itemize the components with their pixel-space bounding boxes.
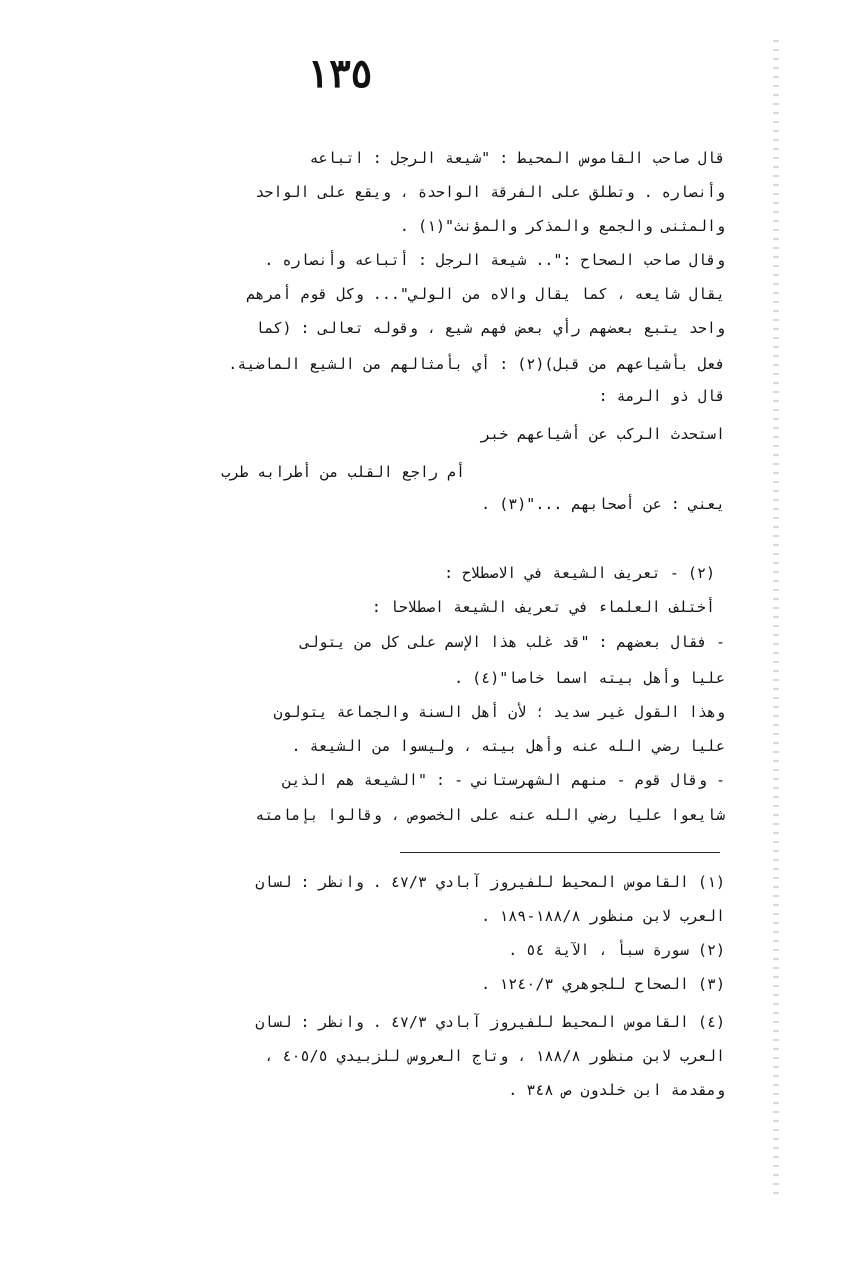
body-line: فعل بأشياعهم من قبل)(٢) : أي بأمثالهم من الشيع الماضية. bbox=[228, 355, 725, 373]
footnote-line: العرب لابن منظور ١٨٨/٨-١٨٩ . bbox=[481, 907, 725, 925]
footnote-separator bbox=[400, 852, 720, 853]
body-line: والمثنى والجمع والمذكر والمؤنث"(١) . bbox=[399, 217, 725, 235]
footnote-line: (٣) الصحاح للجوهري ١٢٤٠/٣ . bbox=[481, 975, 725, 993]
body-line: قال صاحب القاموس المحيط : "شيعة الرجل : اتباعه bbox=[309, 149, 725, 167]
body-line: شايعوا عليا رضي الله عنه على الخصوص ، وقالوا بإمامته bbox=[255, 806, 725, 824]
footnote-line: (١) القاموس المحيط للفيروز آبادي ٤٧/٣ . وانظر : لسان bbox=[255, 873, 725, 891]
verse-line-2: أم راجع القلب من أطرابه طرب bbox=[221, 463, 465, 481]
body-line: - فقال بعضهم : "قد غلب هذا الإسم على كل من يتولى bbox=[300, 633, 725, 651]
footnote-line: (٢) سورة سبأ ، الآية ٥٤ . bbox=[508, 941, 725, 959]
body-line: أختلف العلماء في تعريف الشيعة اصطلاحا : bbox=[371, 598, 715, 616]
body-line: عليا وأهل بيته اسما خاصا"(٤) . bbox=[454, 669, 725, 687]
verse-line-1: استحدث الركب عن أشياعهم خبر bbox=[481, 425, 725, 443]
body-line: وأنصاره . وتطلق على الفرقة الواحدة ، ويقع على الواحد bbox=[255, 183, 725, 201]
body-line: - وقال قوم - منهم الشهرستاني - : "الشيعة هم الذين bbox=[282, 771, 725, 789]
body-line: قال ذو الرمة : bbox=[598, 387, 725, 405]
page-number: ١٣٥ bbox=[307, 50, 373, 97]
body-line: واحد يتبع بعضهم رأي بعض فهم شيع ، وقوله تعالى : (كما bbox=[255, 319, 725, 337]
footnote-line: العرب لابن منظور ١٨٨/٨ ، وتاج العروس للزبيدي ٤٠٥/٥ ، bbox=[264, 1047, 725, 1065]
body-line: وقال صاحب الصحاح :".. شيعة الرجل : أتباعه وأنصاره . bbox=[264, 251, 725, 269]
body-line: عليا رضي الله عنه وأهل بيته ، وليسوا من الشيعة . bbox=[291, 737, 725, 755]
body-line: وهذا القول غير سديد ؛ لأن أهل السنة والجماعة يتولون bbox=[273, 703, 725, 721]
scan-margin-artifact bbox=[773, 40, 779, 1200]
footnote-line: (٤) القاموس المحيط للفيروز آبادي ٤٧/٣ . وانظر : لسان bbox=[255, 1013, 725, 1031]
body-line: يقال شايعه ، كما يقال والاه من الولي"... وكل قوم أمرهم bbox=[246, 285, 725, 303]
section-heading: (٢) - تعريف الشيعة في الاصطلاح : bbox=[444, 564, 715, 582]
body-line: يعني : عن أصحابهم ..."(٣) . bbox=[481, 495, 725, 513]
footnote-line: ومقدمة ابن خلدون ص ٣٤٨ . bbox=[508, 1081, 725, 1099]
